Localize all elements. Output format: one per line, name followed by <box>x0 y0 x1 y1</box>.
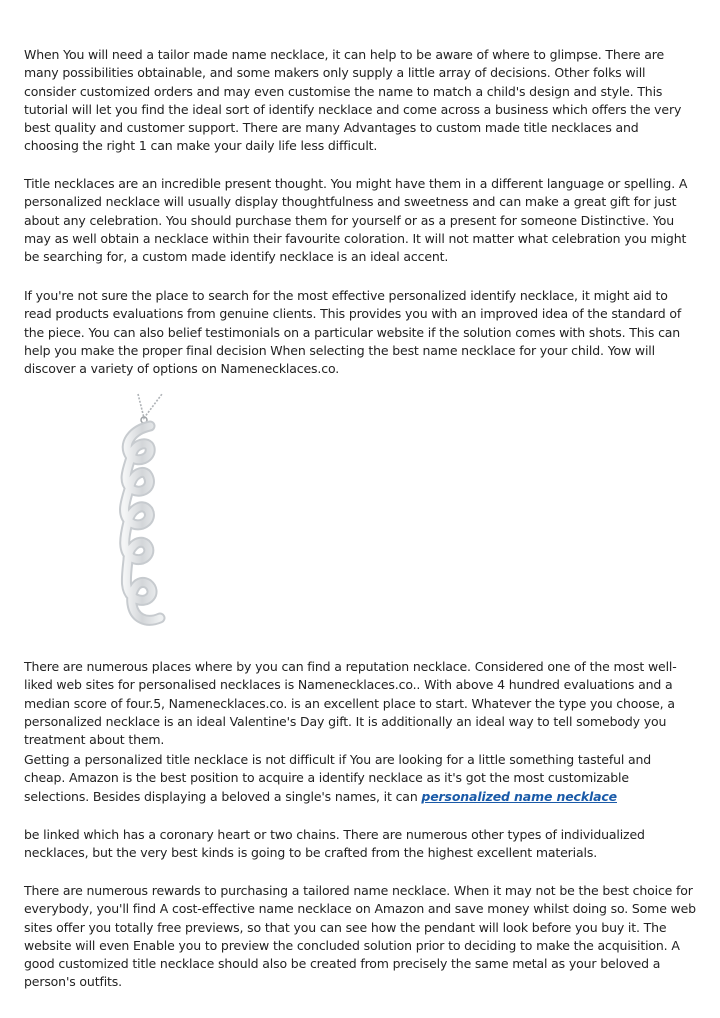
paragraph-4: There are numerous places where by you can find a reputation necklace. Considered one of the most well-liked web sites for personalised necklaces is Namenecklaces.co.. With above 4 hundred evaluations and a median score of four.5, Namenecklaces.co. is an excellent place to start. Whatever the type you choose, a personalized necklace is an ideal Valentine's Day gift. It is additionally an ideal way to tell somebody you treatment about them. <box>24 659 677 748</box>
paragraph-6: be linked which has a coronary heart or two chains. There are numerous other types of individualized necklaces, but the very best kinds is going to be crafted from the highest excellent materials. <box>24 827 645 861</box>
paragraph-5-text: Getting a personalized title necklace is not difficult if You are looking for a little something tasteful and cheap. Amazon is the best position to acquire a identify necklace as it's got the most customizable selections. Besides displaying a beloved a single's names, it can <box>24 752 652 804</box>
paragraph-2: Title necklaces are an incredible present thought. You might have them in a different language or spelling. A personalized necklace will usually display thoughtfulness and sweetness and can make a great gift for just about any celebration. You should purchase them for yourself or as a present for someone Distinctive. You may as well obtain a necklace within their favourite coloration. It will not matter what celebration you might be searching for, a custom made identify necklace is an ideal accent. <box>24 176 688 265</box>
name-necklace-pendant-icon <box>104 392 184 642</box>
paragraph-3: If you're not sure the place to search for the most effective personalized identify necklace, it might aid to read products evaluations from genuine clients. This provides you with an improved idea of the standard of the piece. You can also belief testimonials on a particular website if the solution comes with shots. This can help you make the proper final decision When selecting the best name necklace for your child. Yow will discover a variety of options on Namenecklaces.co. <box>24 288 682 377</box>
personalized-name-necklace-link[interactable]: personalized name necklace <box>421 788 617 804</box>
paragraph-5 <box>24 751 696 806</box>
paragraph-1: When You will need a tailor made name necklace, it can help to be aware of where to glimpse. There are many possibilities obtainable, and some makers only supply a little array of decisions. Other folks will consider customized orders and may even customise the name to match a child's design and style. This tutorial will let you find the ideal sort of identify necklace and come across a business which offers the very best quality and customer support. There are many Advantages to custom made title necklaces and choosing the right 1 can make your daily life less difficult. <box>24 47 682 154</box>
paragraph-7: There are numerous rewards to purchasing a tailored name necklace. When it may not be the best choice for everybody, you'll find A cost-effective name necklace on Amazon and save money whilst doing so. Some web sites offer you totally free previews, so that you can see how the pendant will look before you buy it. The website will even Enable you to preview the concluded solution prior to deciding to make the acquisition. A good customized title necklace should also be created from precisely the same metal as your beloved a person's outfits. <box>24 883 696 990</box>
